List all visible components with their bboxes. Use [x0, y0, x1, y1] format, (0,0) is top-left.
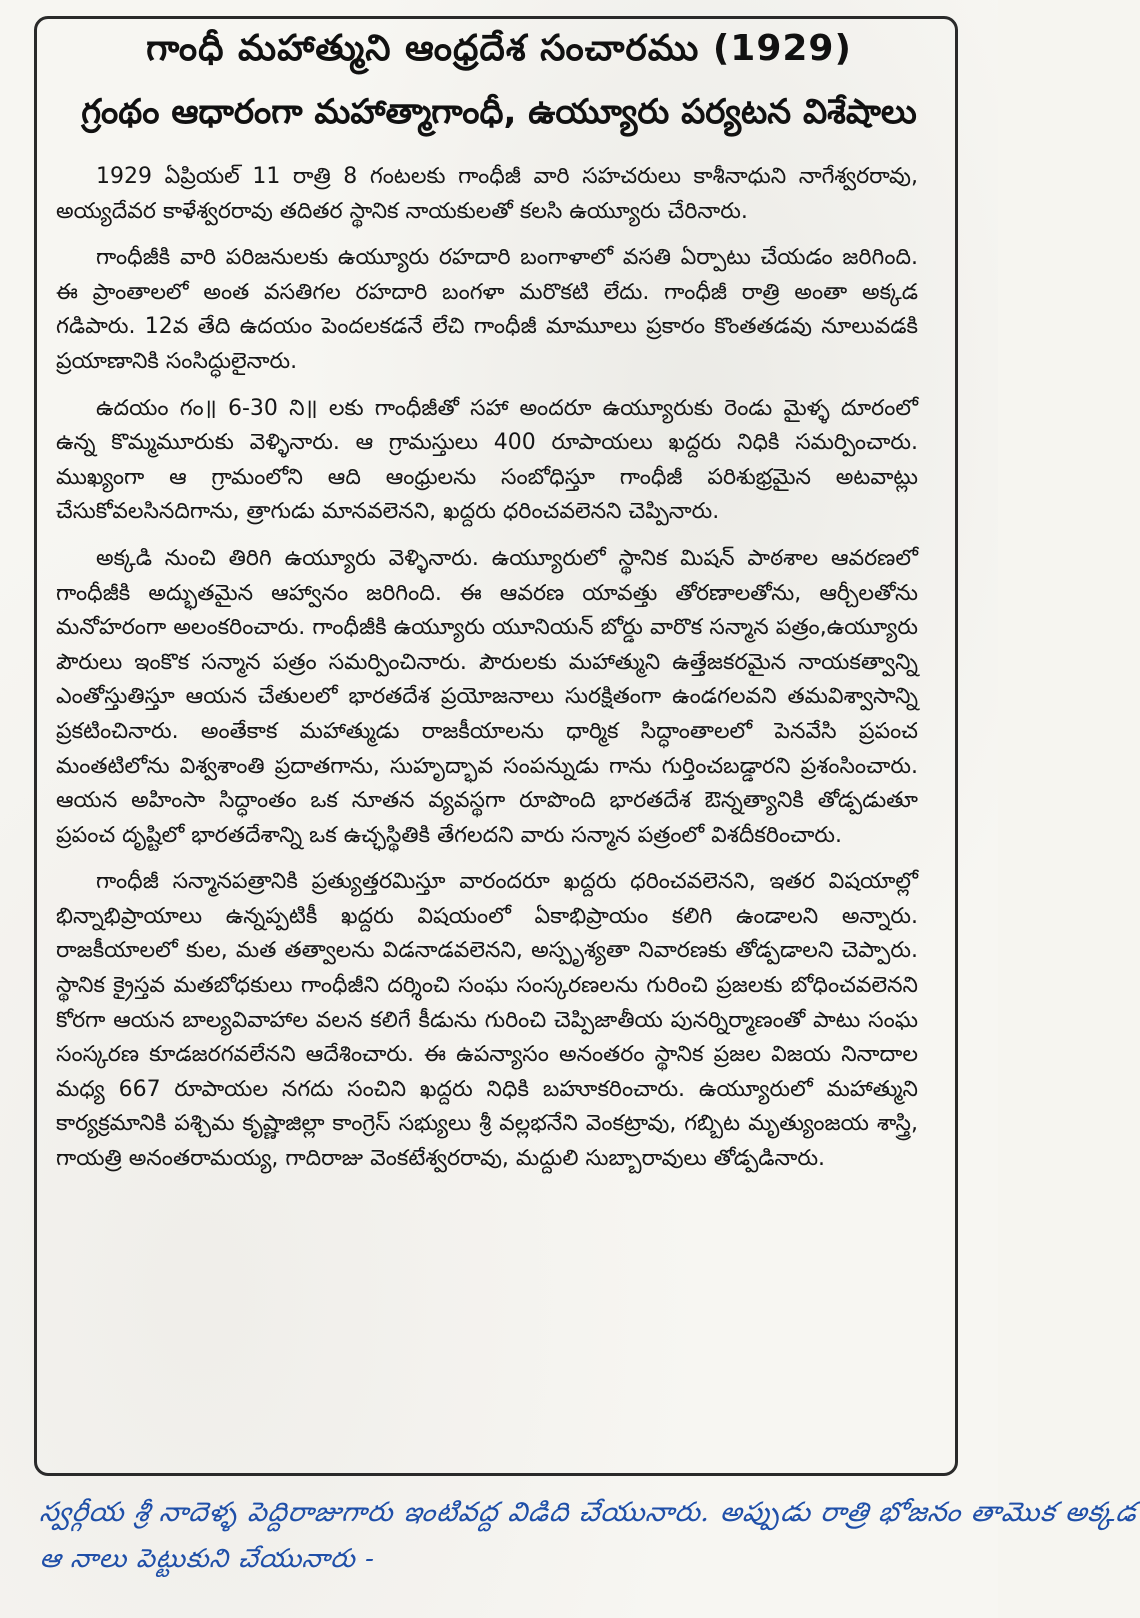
handwritten-note-line-1: స్వర్గీయ శ్రీ నాదెళ్ళ పెద్దిరాజుగారు ఇంటివద్ద విడిది చేయునారు. అప్పుడు రాత్రి భోజనం తామొక అక్కడ [37, 1497, 1140, 1528]
paragraph-5: గాంధీజీ సన్మానపత్రానికి ప్రత్యుత్తరమిస్తూ వారందరూ ఖద్దరు ధరించవలెనని, ఇతర విషయాల్లో భిన్నాభిప్రాయాలు ఉన్నప్పటికీ ఖద్దరు విషయంలో ఏకాభిప్రాయం కలిగి ఉండాలని అన్నారు. రాజకీయాలలో కుల, మత తత్వాలను విడనాడవలెనని, అస్పృశ్యతా నివారణకు తోడ్పడాలని చెప్పారు. స్థానిక క్రైస్తవ మతబోధకులు గాంధీజీని దర్శించి సంఘ సంస్కరణలను గురించి ప్రజలకు బోధించవలెనని కోరగా ఆయన బాల్యవివాహాల వలన కలిగే కీడును గురించి చెప్పిజాతీయ పునర్నిర్మాణంతో పాటు సంఘ సంస్కరణ కూడజరగవలేనని ఆదేశించారు. ఈ ఉపన్యాసం అనంతరం స్థానిక ప్రజల విజయ నినాదాల మధ్య 667 రూపాయల నగదు సంచిని ఖద్దరు నిధికి బహూకరించారు. ఉయ్యూరులో మహాత్ముని కార్యక్రమానికి పశ్చిమ కృష్ణాజిల్లా కాంగ్రెస్ సభ్యులు శ్రీ వల్లభనేని వెంకట్రావు, గబ్బిట మృత్యుంజయ శాస్త్రి, గాయత్రి అనంతరామయ్య, గాదిరాజు వెంకటేశ్వరరావు, మద్దులి సుబ్బారావులు తోడ్పడినారు. [56, 869, 918, 1172]
paragraph-1: 1929 ఏప్రియల్ 11 రాత్రి 8 గంటలకు గాంధీజీ వారి సహచరులు కాశీనాధుని నాగేశ్వరరావు, అయ్యదేవర కాళేశ్వరరావు తదితర స్థానిక నాయకులతో కలసి ఉయ్యూరు చేరినారు. [56, 164, 918, 224]
article-subtitle: గ్రంథం ఆధారంగా మహాత్మాగాంధీ, ఉయ్యూరు పర్యటన విశేషాలు [81, 92, 917, 132]
article-title: గాంధీ మహాత్ముని ఆంధ్రదేశ సంచారము (1929) [146, 28, 852, 69]
handwritten-note-line-2: ఆ నాలు పెట్టుకుని చేయునారు - [37, 1544, 378, 1574]
paragraph-3: ఉదయం గం॥ 6-30 ని॥ లకు గాంధీజీతో సహా అందరూ ఉయ్యూరుకు రెండు మైళ్ళ దూరంలో ఉన్న కొమ్మమూరుకు వెళ్ళినారు. ఆ గ్రామస్తులు 400 రూపాయలు ఖద్దరు నిధికి సమర్పించారు. ముఖ్యంగా ఆ గ్రామంలోని ఆది ఆంధ్రులను సంబోధిస్తూ గాంధీజీ పరిశుభ్రమైన అటవాట్లు చేసుకోవలసినదిగాను, త్రాగుడు మానవలెనని, ఖద్దరు ధరించవలెనని చెప్పినారు. [56, 395, 918, 525]
paragraph-4: అక్కడి నుంచి తిరిగి ఉయ్యూరు వెళ్ళినారు. ఉయ్యూరులో స్థానిక మిషన్ పాఠశాల ఆవరణలో గాంధీజీకి అద్భుతమైన ఆహ్వానం జరిగింది. ఈ ఆవరణ యావత్తు తోరణాలతోను, ఆర్చీలతోను మనోహరంగా అలంకరించారు. గాంధీజీకి ఉయ్యూరు యూనియన్ బోర్డు వారొక సన్మాన పత్రం,ఉయ్యూరు పౌరులు ఇంకొక సన్మాన పత్రం సమర్పించినారు. పౌరులకు మహాత్ముని ఉత్తేజకరమైన నాయకత్వాన్ని ఎంతోస్తుతిస్తూ ఆయన చేతులలో భారతదేశ ప్రయోజనాలు సురక్షితంగా ఉండగలవని తమవిశ్వాసాన్ని ప్రకటించినారు. అంతేకాక మహాత్ముడు రాజకీయాలను ధార్మిక సిద్ధాంతాలలో పెనవేసి ప్రపంచ మంతటిలోను విశ్వశాంతి ప్రదాతగాను, సుహృద్భావ సంపన్నుడు గాను గుర్తించబడ్డారని ప్రశంసించారు. ఆయన అహింసా సిద్ధాంతం ఒక నూతన వ్యవస్థగా రూపొంది భారతదేశ ఔన్నత్యానికి తోడ్పడుతూ ప్రపంచ దృష్టిలో భారతదేశాన్ని ఒక ఉచ్ఛస్థితికి తేగలదని వారు సన్మాన పత్రంలో విశదీకరించారు. [56, 545, 918, 848]
article-body [56, 160, 918, 1450]
handwritten-note [37, 1490, 1140, 1600]
paragraph-2: గాంధీజీకి వారి పరిజనులకు ఉయ్యూరు రహదారి బంగాళాలో వసతి ఏర్పాటు చేయడం జరిగింది. ఈ ప్రాంతాలలో అంత వసతిగల రహదారి బంగళా మరొకటి లేదు. గాంధీజీ రాత్రి అంతా అక్కడ గడిపారు. 12వ తేది ఉదయం పెందలకడనే లేచి గాంధీజీ మామూలు ప్రకారం కొంతతడవు నూలువడకి ప్రయాణానికి సంసిద్ధులైనారు. [56, 245, 918, 374]
